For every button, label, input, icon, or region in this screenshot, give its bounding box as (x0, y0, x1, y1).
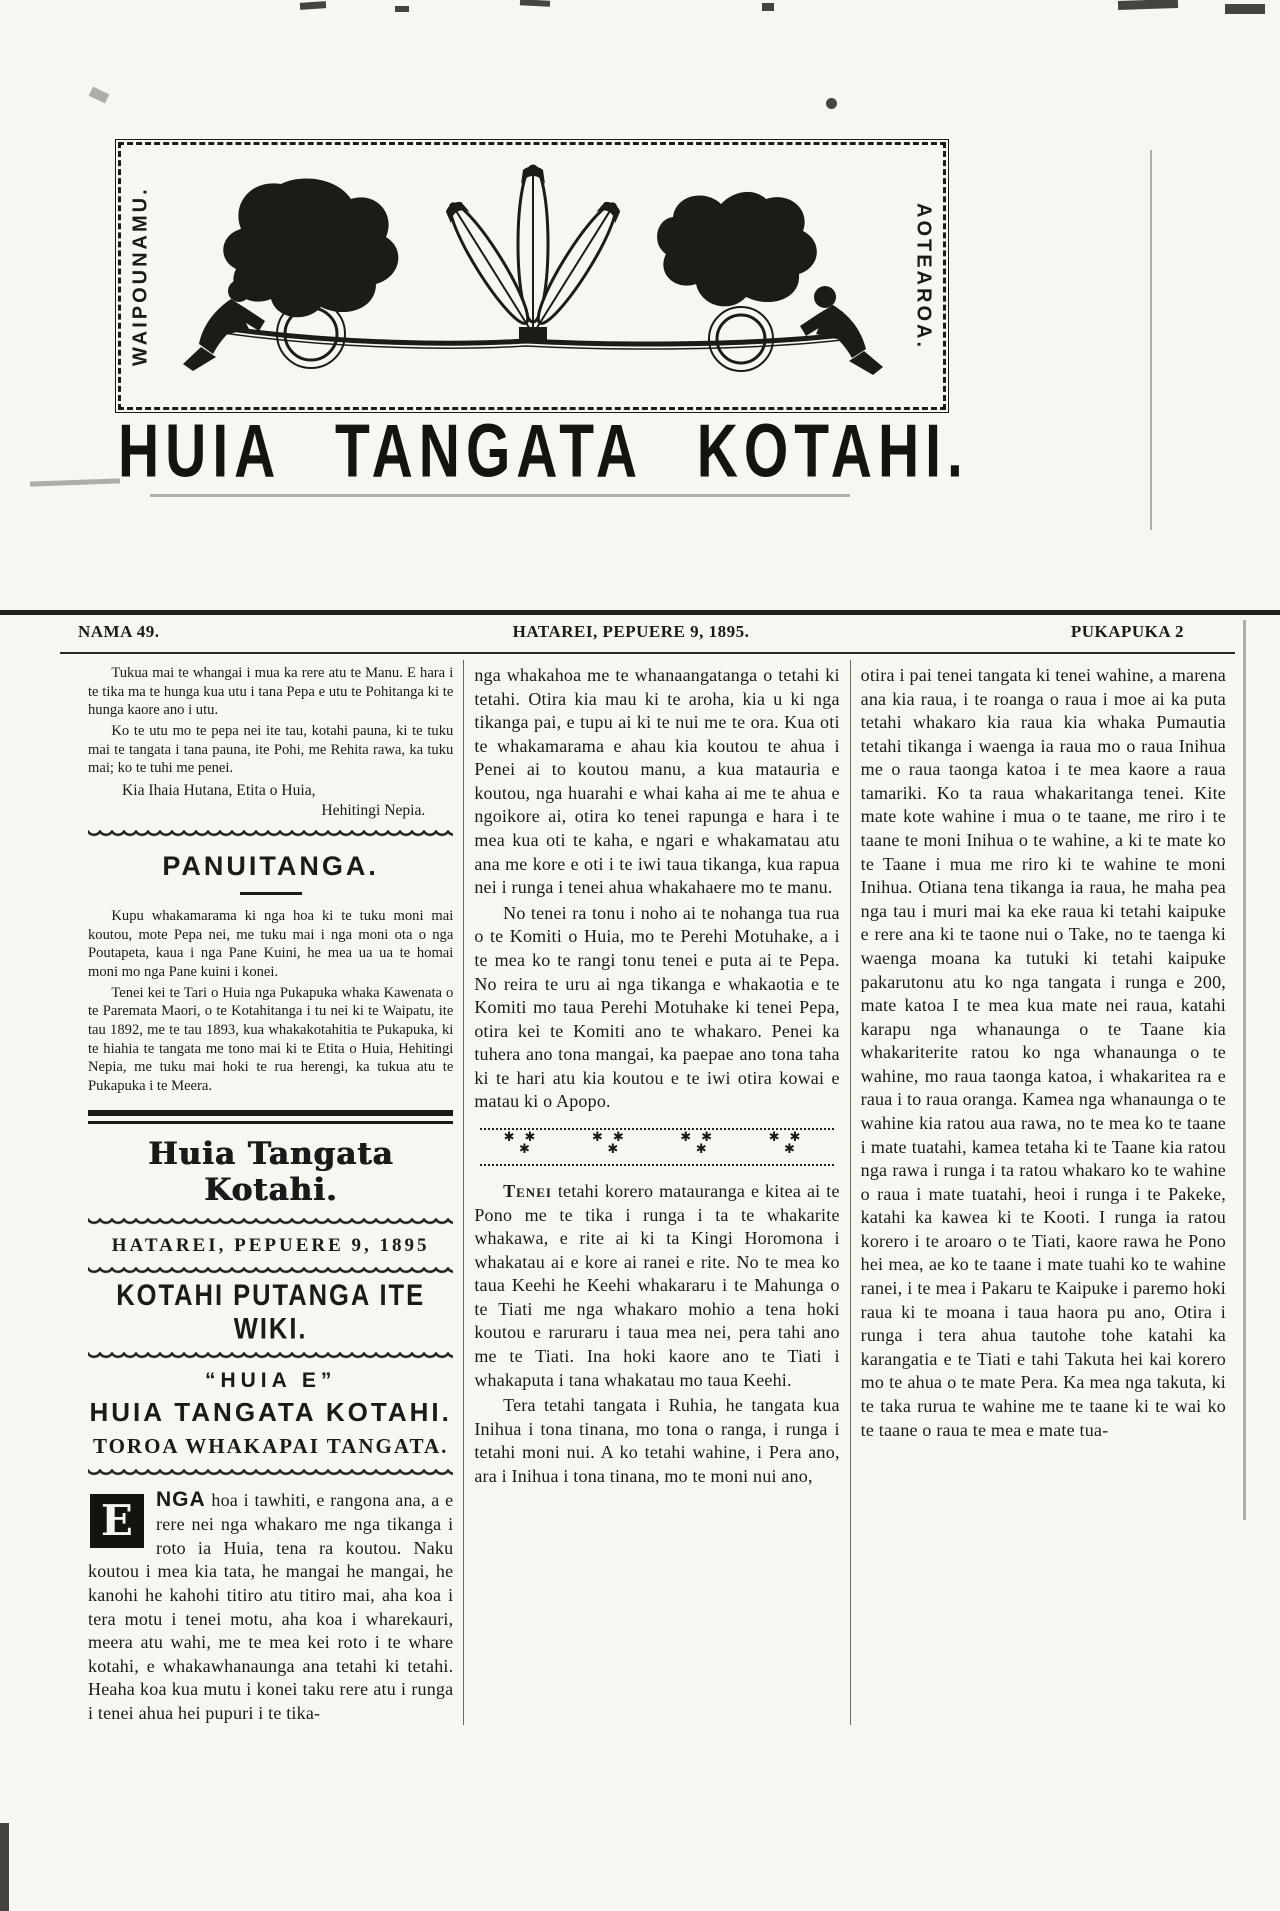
column-3 (850, 660, 1236, 1725)
editor-signature: Hehitingi Nepia. (321, 802, 426, 820)
paragraph-text: tetahi korero matauranga e kitea ai te Pono me te tika i runga i ta te whakarite whakawa, e rite ai ki ta Kingi Horomona i whakatau ai e kore ai ranei e rite. No te mea ko taua Keehi he Keehi whakararu i te Mahunga o te Tiati me nga whakaro mohio a tena hoki koutou e raruraru i taua mea nei, pera tahi ano me te Tiati. Ina hoki kaore ano te Tiati i whakaputa i tana whakatau mo taua Keehi. (474, 1180, 840, 1390)
south-island-label: WAIPOUNAMU. (129, 186, 152, 366)
column-2 (463, 660, 849, 1725)
star-cluster-icon: ✱✱ ✱ (591, 1128, 634, 1156)
subscription-notice: Ko te utu mo te pepa nei ite tau, kotahi pauna, ki te tuku mai te tangata i tana pauna, ite Pohi, me Rehita rawa, ka tuku mai; ko te tuhi me penei. (88, 723, 454, 777)
column-layout (78, 660, 1236, 1725)
dateline (78, 622, 1198, 642)
north-island-label: AOTEAROA. (912, 202, 935, 350)
edge-blotch (0, 1823, 9, 1911)
article-lead-word: NGA (156, 1487, 206, 1511)
inner-masthead-title: Huia Tangata Kotahi. (147, 1135, 394, 1208)
wavy-rule (88, 1267, 453, 1274)
huia-feathers-icon (441, 166, 625, 341)
slogan-toroa: TOROA WHAKAPAI TANGATA. (92, 1433, 449, 1458)
ink-smudge (89, 87, 110, 104)
masthead-illustration-box (118, 142, 946, 410)
wavy-rule (88, 1469, 453, 1476)
star-cluster-icon: ✱✱ ✱ (768, 1128, 811, 1156)
ink-smudge (520, 0, 550, 7)
russia-story-paragraph: Tera tetahi tangata i Ruhia, he tangata kua Inihua i tona tinana, mo tona o ranga, i runga i tetahi moni nui. A ko tetahi wahine, i Pera ano, ara i Inihua i tona tinana, mo te moni nui ano, (474, 1395, 840, 1486)
tug-of-war-illustration (161, 149, 901, 399)
announcement-paragraph: Kupu whakamarama ki nga hoa ki te tuku moni mai koutou, mote Pepa nei, me tuku mai i nga moni ota o nga Poutapeta, kaua i nga Pane Kuini, he mea ua ua te homai moni mo nga Pane kuini i konei. (88, 908, 454, 981)
wavy-rule (88, 1352, 453, 1359)
south-island-shape (223, 179, 398, 318)
komiti-paragraph: No tenei ra tonu i noho ai te nohanga tua rua o te Komiti o Huia, mo te Perehi Motuhake, a i te mea ko te rangi tonu tenei e puta ai te Pepa. No reira te uru ai nga tikanga e whakaotia e te Komiti mo taua Perehi Motuhake ki tenei Pepa, otira kei te Komiti ano te whakaro. Penei ka tuhera ano tona mangai, ka paepae ano tona taha ki te hari atu kia koutou e te iwi otira kowai e matau ki o Apopo. (474, 902, 840, 1112)
newspaper-title: HUIA TANGATA KOTAHI. (118, 409, 969, 494)
double-rule (88, 1110, 453, 1124)
right-tugger-figure (800, 286, 883, 375)
ink-smudge (300, 1, 326, 10)
page-edge-mark (1243, 620, 1246, 1520)
column-1 (78, 660, 463, 1725)
section-heading: PANUITANGA. (162, 851, 379, 882)
star-cluster-icon: ✱✱ ✱ (680, 1128, 723, 1156)
issue-date: HATAREI, PEPUERE 9, 1895. (512, 622, 750, 641)
page-crease (1150, 150, 1152, 530)
article-body-text: hoa i tawhiti, e rangona ana, a e rere nei nga whakaro me nga tikanga i roto ia Huia, tena ra koutou. Naku koutou i mea kia tata, he mangai he mangai, he kanohi he kahohi titiro atu titiro mai, aha koa i tera motu i tenei motu, aha koa i wharekauri, meera atu wahi, me te mea kei roto i te whare kotahi, e whakawhanaunga ana tetahi ki tetahi. Heaha koa kua mutu i konei taku rere atu i runga i tenei ahua hei pupuri i te tika- (88, 1489, 454, 1723)
ink-smudge (762, 3, 774, 11)
slogan-huia-tangata-kotahi: HUIA TANGATA KOTAHI. (89, 1396, 452, 1427)
weekly-publication-line: KOTAHI PUTANGA ITE WIKI. (116, 1279, 426, 1345)
drop-cap-initial: E (88, 1492, 146, 1550)
ink-spot (826, 98, 837, 109)
star-cluster-icon: ✱✱ ✱ (503, 1128, 546, 1156)
heavy-rule (0, 610, 1280, 615)
feather-binding (519, 327, 547, 341)
wavy-rule (88, 830, 453, 837)
volume-number: PUKAPUKA 2 (1070, 622, 1184, 641)
ink-smudge (1225, 4, 1265, 14)
article-continuation: nga whakahoa me te whanaangatanga o tetahi ki tetahi. Otira kia mau ki te aroha, kia u ki nga tikanga pai, e tupu ai ki te nui me te ora. Kua oti te whakamarama e ahau kia koutou te ahua i Penei ai to koutou manu, a kua matauria e koutou, nga huarahi e whai kaha ai me te ahua e ngoikore ai, otira ko tenei rapunga e hara i te mea kua oti te kaha, e ngari e whakamatau atu ana me kore e oti i te iwi taua tikanga, kua rapua nei i runga i tenei ahua whakahaere mo te manu. (474, 665, 840, 898)
slogan-huia-e: “HUIA E” (204, 1368, 337, 1392)
ink-smudge (30, 478, 120, 486)
paragraph-lead: Tenei (503, 1180, 552, 1201)
issue-number: NAMA 49. (78, 622, 160, 641)
ink-smudge (1118, 0, 1178, 10)
editorial-article (88, 1486, 453, 1726)
editor-signature: Kia Ihaia Hutana, Etita o Huia, (122, 782, 316, 800)
court-story-paragraph (474, 1180, 839, 1392)
thin-rule (60, 652, 1235, 654)
north-island-shape (657, 192, 817, 307)
story-continuation: otira i pai tenei tangata ki tenei wahine, a marena ana kia raua, i te roanga o raua i moe ai ka puta tetahi whakaro kia raua kia whaka Pumautia tetahi tikanga i waenga ia raua mo o raua Inihua me o raua taonga katoa i te mea kaore a raua tamariki. Ko ta raua whakaritanga tenei. Kite mate kote wahine i mua o te taane, me riro i te taane te moni Inihua o te wahine, a ki te mate ko te Taane i mua me riro ki te wahine te moni Inihua. Otiana tena tikanga ia raua, he maha pea nga tau i muri mai ka eke raua ki tetahi kaipuke e rere ana ki te taone nui o Take, no te taenga ki waenga moana ka tutuki ki tetahi kaipuke pakarutonu atu ko nga tangata i runga e 200, mate katoa I te mea kua mate nei raua, katahi karapu nga whanaunga o te Taane kia whakariterite ratou ko nga whanaunga o te wahine, mo raua taonga katoa, i whakaritea ra e raua i to raua oranga. Kamea nga whanaunga o te wahine kia ratou aua rawa, no te mea ko te taane i mate tuatahi, kamea tetaha ki te Taane kia ratou nga rawa i runga i ta ratou whakaro ko te wahine o raua i mate tuatahi, heoi i runga i te Pakeke, katahi ka kawea ki te Kooti. I runga ia ratou korero i te aroaro o te Tiati, kaore rawa he Pono hei mea, ae ko te taane i mate tuahi ko te wahine ranei, i te mea i Pakaru te Kaipuke i paremo hoki raua ki te moana i taua haora pu ano, Otira i runga i tera ahua tautohe tohe katahi ka karangatia e te Tiati e tahi Takuta hei kai korero mo te ahua o te mate Pera. Ka mea nga takuta, ki te taka rurua te wahine me te taane ki te wai ko te taane o raua te mea e mate tua- (860, 665, 1226, 1440)
announcement-paragraph: Tenei kei te Tari o Huia nga Pukapuka whaka Kawenata o te Paremata Maori, o te Kotahitanga i tu nei ki te Waipatu, ite tau 1892, me te tau 1893, kua whakakotahitia te Pukapuka, ki te hiahia te tangata me tono mai ki te Etita o Huia, Hehitingi Nepia, me tuku mai hoki te rua herengi, ka tukua atu te Pukapuka i te Meera. (88, 984, 454, 1095)
star-ornament (480, 1128, 833, 1166)
subscription-notice: Tukua mai te whangai i mua ka rere atu te Manu. E hara i te tika ma te hunga kua utu i tana Pepa e utu te Pohitanga ki te hunga kaore ano i utu. (88, 665, 454, 719)
short-rule (240, 892, 302, 895)
wavy-rule (88, 1218, 453, 1225)
inner-issue-date: HATAREI, PEPUERE 9, 1895 (111, 1234, 430, 1256)
ink-smudge (395, 6, 409, 12)
